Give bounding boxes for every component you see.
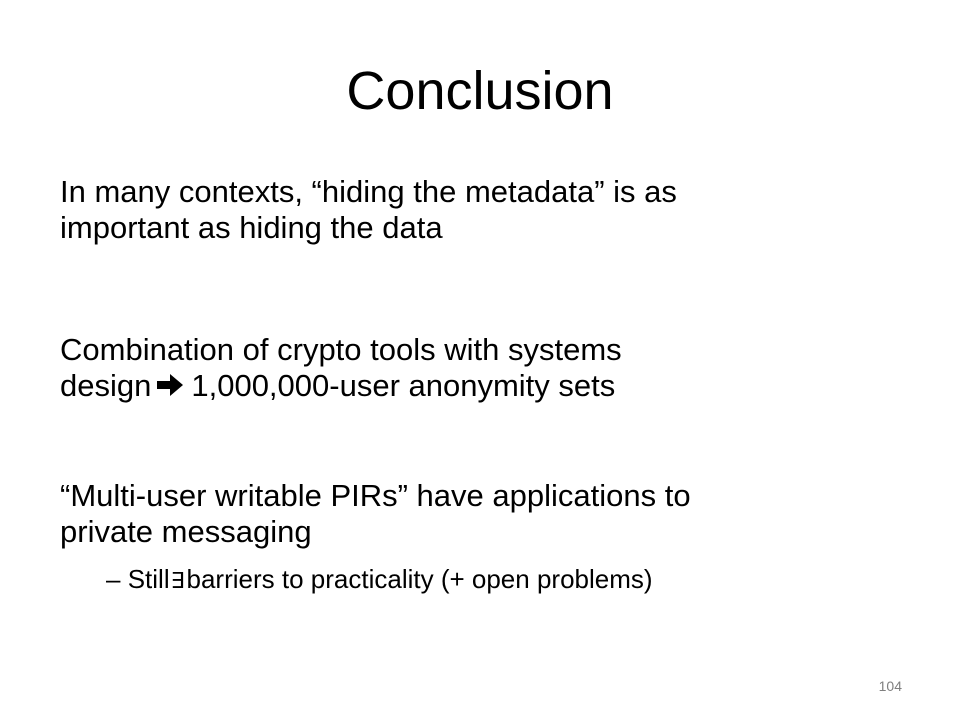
right-arrow-icon <box>155 372 185 398</box>
bullet-text: 1,000,000-user anonymity sets <box>191 368 616 403</box>
bullet-crypto-systems <box>60 332 900 404</box>
slide-title: Conclusion <box>346 61 614 121</box>
bullet-line <box>60 368 900 404</box>
bullet-line: “Multi-user writable PIRs” have applications to <box>60 478 691 513</box>
bullet-line: private messaging <box>60 514 312 549</box>
bullet-line: In many contexts, “hiding the metadata” is as <box>60 174 677 209</box>
sub-bullet-barriers <box>106 563 906 598</box>
exists-symbol: ∃ <box>170 569 185 594</box>
sub-bullet-text: Still <box>127 564 170 594</box>
bullet-line: Combination of crypto tools with systems <box>60 332 622 367</box>
page-number: 104 <box>878 678 902 694</box>
bullet-text: design <box>60 368 152 403</box>
dash-marker: – <box>106 564 121 594</box>
bullet-multi-user-pir <box>60 478 900 550</box>
bullet-metadata <box>60 174 900 246</box>
bullet-line: important as hiding the data <box>60 210 443 245</box>
sub-bullet-text: barriers to practicality (+ open problems) <box>186 564 653 594</box>
